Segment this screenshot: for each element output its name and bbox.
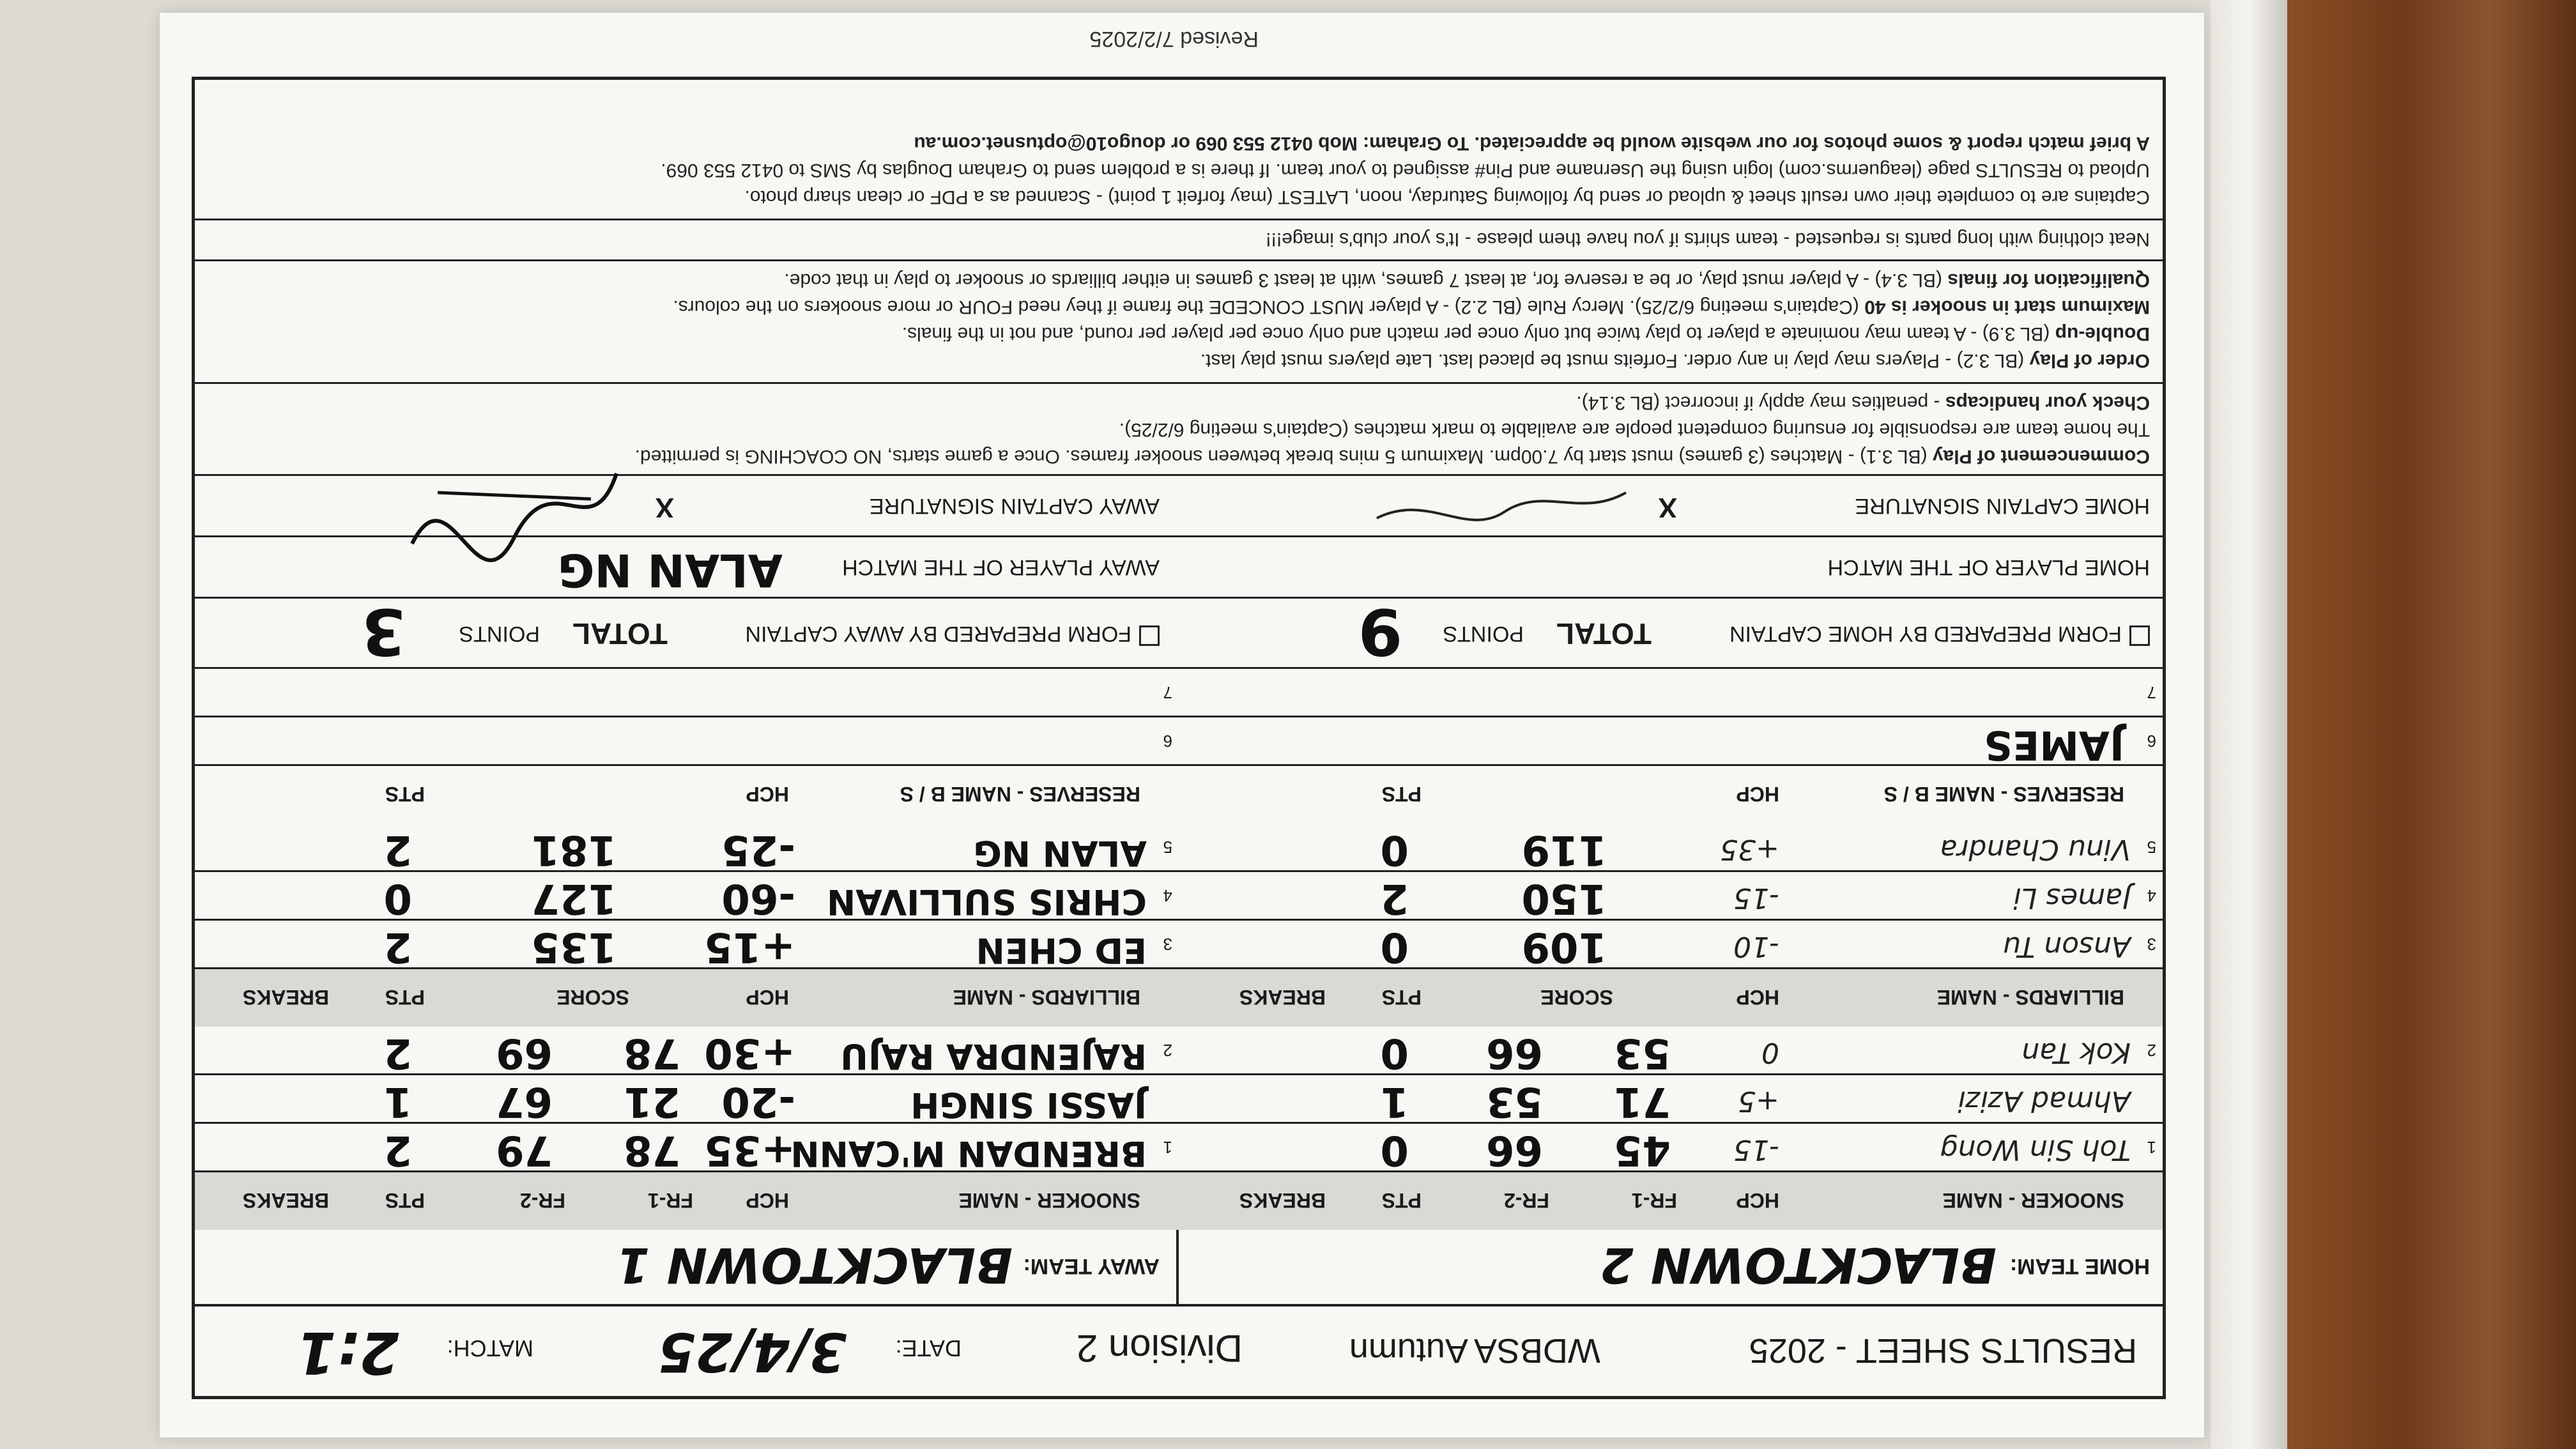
home-hcp: +5	[1738, 1085, 1779, 1117]
sheet-frame	[192, 77, 2166, 1399]
home-pts: 1	[1380, 1078, 1409, 1125]
away-hcp: -20	[721, 1078, 795, 1125]
away-team-value: BLACKTOWN 1	[616, 1237, 1013, 1294]
home-team-label: HOME TEAM:	[2009, 1254, 2150, 1278]
home-player-name: Kok Tan	[2021, 1036, 2131, 1069]
home-pts: 0	[1380, 923, 1409, 970]
home-fr1: 53	[1613, 1029, 1671, 1077]
note-order: Order of Play (BL 3.2) - Players may play in any order. Forfeits must be placed last. Late players must play last.	[1200, 350, 2150, 371]
home-fr1: 71	[1613, 1078, 1671, 1125]
revised-date: Revised 7/2/2025	[1089, 27, 1259, 51]
away-hcp-header: HCP	[746, 1189, 789, 1212]
away-pts: 0	[383, 875, 412, 922]
away-fr1: 21	[623, 1078, 680, 1125]
away-player-name: ED CHEN	[976, 930, 1147, 970]
row-number: 5	[2147, 838, 2156, 857]
away-fr2: 69	[495, 1029, 553, 1077]
divider	[195, 259, 2163, 261]
team-divider	[1176, 1230, 1179, 1307]
away-hcp: +35	[704, 1126, 795, 1174]
match-label: MATCH:	[447, 1335, 533, 1361]
home-total-value: 9	[1358, 594, 1402, 669]
note-handicaps: Check your handicaps - penalties may apply if incorrect (BL 3.14).	[1576, 392, 2150, 413]
home-form-label: FORM PREPARED BY HOME CAPTAIN	[1729, 622, 2122, 646]
away-pts-header: PTS	[385, 986, 425, 1009]
away-breaks-header: BREAKS	[242, 986, 329, 1009]
away-hcp: +30	[704, 1029, 795, 1077]
match-value: 2:1	[296, 1319, 399, 1386]
reserves-row-6	[195, 716, 2163, 769]
home-hcp-header: HCP	[1736, 986, 1779, 1009]
snooker-row-3	[195, 1025, 2163, 1075]
row-number: 6	[2147, 732, 2156, 751]
away-player-name: JASSI SINGH	[910, 1085, 1147, 1125]
home-fr2: 53	[1485, 1078, 1543, 1125]
away-player-name: RAJENDRA RAJU	[840, 1036, 1147, 1077]
home-total-label: TOTAL	[1556, 617, 1652, 650]
home-pts: 0	[1380, 1029, 1409, 1077]
home-player-name: Anson Tu	[2002, 930, 2131, 963]
away-total-label: TOTAL	[572, 617, 668, 650]
away-form-checkbox[interactable]	[1139, 625, 1160, 646]
row-number: 3	[2147, 935, 2156, 954]
away-billiards-name-header: BILLIARDS - NAME	[953, 986, 1140, 1009]
away-snooker-name-header: SNOOKER - NAME	[958, 1189, 1140, 1212]
away-pts: 1	[383, 1078, 412, 1125]
note-maximum: Maximum start in snooker is 40 (Captain's meeting 6/2/25). Mercy Rule (BL 2.2) - A player MUST CONCEDE the frame if they need FOUR or more snookers on the colours.	[673, 296, 2150, 318]
folder-edge	[2211, 0, 2287, 1449]
note-qualification: Qualification for finals (BL 3.4) - A player must play, or be a reserve for, at least 7 games, with at least 3 games in either billiards or snooker to play in that code.	[784, 270, 2150, 291]
results-sheet	[160, 13, 2204, 1438]
row-number: 7	[1163, 683, 1172, 702]
home-pts: 2	[1380, 875, 1409, 922]
away-player-name: CHRIS SULLIVAN	[827, 882, 1147, 922]
totals-row	[195, 594, 2163, 669]
notes-area	[195, 80, 2163, 476]
away-pom-label: AWAY PLAYER OF THE MATCH	[842, 555, 1160, 579]
home-points-label: POINTS	[1443, 622, 1524, 646]
away-hcp: +15	[704, 923, 795, 970]
home-fr2: 66	[1485, 1029, 1543, 1077]
away-points-label: POINTS	[459, 622, 540, 646]
note-upload: Upload to RESULTS page (leaguerms.com) login using the Username and Pin# assigned to your team. If there is a problem send to Graham Douglas by SMS to 0412 553 069.	[661, 160, 2150, 181]
note-double-up: Double-up (BL 3.9) - A team may nominate a player to play twice but only once per match and only once per player per round, and not in the finals.	[901, 323, 2150, 344]
snooker-header	[195, 1170, 2163, 1230]
note-captains: Captains are to complete their own result sheet & upload or send by following Saturday, noon, LATEST (may forfeit 1 point) - Scanned as a PDF or clean sharp photo.	[744, 187, 2150, 208]
away-pts: 2	[383, 826, 412, 873]
row-number: 3	[1163, 935, 1172, 954]
away-signature-label: AWAY CAPTAIN SIGNATURE	[869, 494, 1160, 518]
home-breaks-header: BREAKS	[1239, 986, 1326, 1009]
team-row	[195, 1227, 2163, 1307]
billiards-header	[195, 967, 2163, 1027]
away-score: 127	[531, 875, 617, 922]
home-reserves-hcp: HCP	[1736, 783, 1779, 806]
away-reserves-pts: PTS	[385, 783, 425, 806]
reserves-row-7	[195, 667, 2163, 717]
away-pts: 2	[383, 923, 412, 970]
sheet-header	[195, 1304, 2163, 1396]
home-hcp: -10	[1733, 930, 1779, 963]
away-score: 181	[531, 826, 617, 873]
billiards-row-3	[195, 822, 2163, 872]
snooker-row-1	[195, 1122, 2163, 1172]
away-fr2-header: FR-2	[519, 1189, 565, 1212]
date-value: 3/4/25	[657, 1321, 847, 1383]
home-score: 150	[1521, 875, 1607, 922]
row-number: 1	[1163, 1138, 1172, 1157]
row-number: 2	[2147, 1041, 2156, 1060]
note-brief-report: A brief match report & some photos for our website would be appreciated. To Graham: Mob 0412 553 069 or dougo10@optusnet.com.au	[914, 133, 2150, 154]
home-hcp: -15	[1733, 882, 1779, 914]
away-fr2: 67	[495, 1078, 553, 1125]
home-hcp: -15	[1733, 1133, 1779, 1166]
home-pts: 0	[1380, 826, 1409, 873]
billiards-row-1	[195, 919, 2163, 969]
home-signature-x: X	[1658, 492, 1677, 523]
home-hcp: +35	[1720, 833, 1779, 866]
home-pts: 0	[1380, 1126, 1409, 1174]
note-clothing: Neat clothing with long pants is requested - team shirts if you have them please - It's your club's image!!!	[1266, 229, 2150, 250]
away-hcp: -25	[721, 826, 795, 873]
note-home-team: The home team are responsible for ensuring competent people are available to mark matches (Captain's meeting 6/2/25).	[1119, 419, 2150, 440]
away-fr1: 78	[623, 1029, 680, 1077]
home-player-name: Ahmad Azizi	[1958, 1085, 2131, 1117]
row-number: 7	[2147, 683, 2156, 702]
away-reserves-header: RESERVES - NAME B / S	[900, 783, 1140, 806]
home-captain-signature	[1364, 480, 1632, 531]
home-form-checkbox[interactable]	[2129, 625, 2150, 646]
away-score-header: SCORE	[556, 986, 629, 1009]
away-signature-x: X	[655, 492, 674, 523]
date-label: DATE:	[895, 1335, 962, 1361]
away-pts-header: PTS	[385, 1189, 425, 1212]
away-score: 135	[531, 923, 617, 970]
away-fr1: 78	[623, 1126, 680, 1174]
divider	[195, 218, 2163, 220]
away-fr2: 79	[495, 1126, 553, 1174]
home-billiards-name-header: BILLIARDS - NAME	[1936, 986, 2124, 1009]
note-commencement: Commencement of Play (BL 3.1) - Matches (3 games) must start by 7.00pm. Maximum 5 mins break between snooker frames. Once a game starts, NO COACHING is permitted.	[634, 446, 2150, 467]
away-player-name: BRENDAN M'CANN	[790, 1133, 1147, 1174]
home-fr1-header: FR-1	[1631, 1189, 1677, 1212]
home-breaks-header: BREAKS	[1239, 1189, 1326, 1212]
signatures-row	[195, 474, 2163, 537]
reserves-header	[195, 764, 2163, 824]
away-pts: 2	[383, 1126, 412, 1174]
away-player-name: ALAN NG	[973, 833, 1147, 873]
row-number: 1	[2147, 1138, 2156, 1157]
home-hcp: 0	[1761, 1036, 1779, 1069]
home-pom-label: HOME PLAYER OF THE MATCH	[1827, 555, 2150, 579]
snooker-row-2	[195, 1073, 2163, 1124]
row-number: 5	[1163, 838, 1172, 857]
away-hcp-header: HCP	[746, 986, 789, 1009]
away-total-value: 3	[361, 594, 406, 669]
away-pts: 2	[383, 1029, 412, 1077]
billiards-row-2	[195, 870, 2163, 921]
home-pts-header: PTS	[1381, 1189, 1422, 1212]
wooden-table	[2287, 0, 2576, 1449]
away-reserves-hcp: HCP	[746, 783, 789, 806]
row-number: 4	[2147, 886, 2156, 905]
home-player-name: Toh Sin Wong	[1940, 1133, 2131, 1166]
home-fr1: 45	[1613, 1126, 1671, 1174]
away-team-label: AWAY TEAM:	[1023, 1254, 1160, 1278]
divider	[195, 382, 2163, 384]
home-team-value: BLACKTOWN 2	[1600, 1237, 1997, 1294]
home-reserve-name: JAMES	[1984, 722, 2124, 769]
home-snooker-name-header: SNOOKER - NAME	[1942, 1189, 2124, 1212]
home-reserves-header: RESERVES - NAME B / S	[1883, 783, 2124, 806]
home-score: 109	[1521, 923, 1607, 970]
home-score: 119	[1521, 826, 1607, 873]
away-breaks-header: BREAKS	[242, 1189, 329, 1212]
home-player-name: James Li	[2013, 882, 2131, 914]
row-number: 4	[1163, 886, 1172, 905]
org-name: WDBSA Autumn	[1349, 1331, 1600, 1370]
away-form-label: FORM PREPARED BY AWAY CAPTAIN	[745, 622, 1131, 646]
away-pom-value: ALAN NG	[558, 544, 783, 596]
home-fr2: 66	[1485, 1126, 1543, 1174]
home-reserves-pts: PTS	[1381, 783, 1422, 806]
away-fr1-header: FR-1	[647, 1189, 693, 1212]
division: Division 2	[1076, 1327, 1243, 1370]
home-hcp-header: HCP	[1736, 1189, 1779, 1212]
away-hcp: -60	[721, 875, 795, 922]
home-signature-label: HOME CAPTAIN SIGNATURE	[1855, 494, 2150, 518]
home-score-header: SCORE	[1540, 986, 1613, 1009]
home-player-name: Vinu Chandra	[1940, 833, 2131, 866]
home-fr2-header: FR-2	[1503, 1189, 1549, 1212]
row-number: 2	[1163, 1041, 1172, 1060]
sheet-title: RESULTS SHEET - 2025	[1749, 1331, 2137, 1370]
home-pts-header: PTS	[1381, 986, 1422, 1009]
row-number: 6	[1163, 732, 1172, 751]
